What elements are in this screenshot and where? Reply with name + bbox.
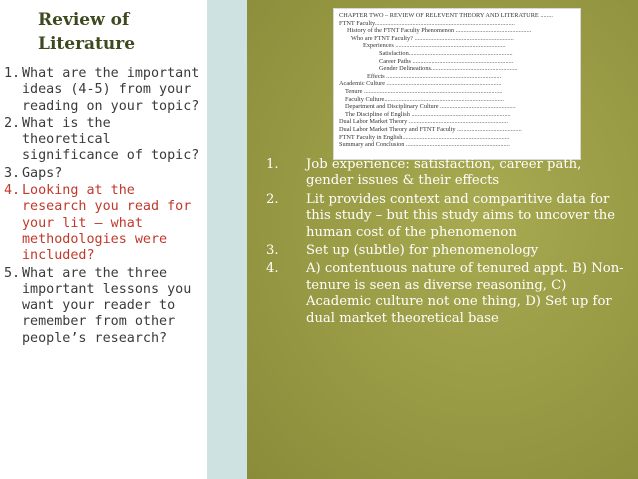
answer-text: Lit provides context and comparitive data for this study – but this study aims to uncover the human cost of the phenomenon — [306, 191, 616, 240]
table-of-contents-image — [333, 8, 581, 160]
toc-line: The Discipline of English ............................................................... — [345, 110, 511, 118]
answer-number: 3. — [266, 243, 279, 259]
toc-line: Experiences ...................................................................... — [363, 42, 506, 50]
question-text: What are the three important lessons you want your reader to remember from other people’s research? — [22, 265, 192, 346]
question-text: What is the theoretical significance of topic? — [22, 115, 200, 164]
question-number: 5. — [4, 265, 21, 281]
toc-line: Dual Labor Market Theory and FTNT Faculty ......................................... — [339, 125, 522, 133]
slide-title-line-2: Literature — [38, 34, 136, 54]
question-item-highlighted — [4, 183, 207, 264]
question-item — [4, 266, 207, 347]
answer-list — [266, 157, 626, 329]
toc-line: Career Paths ................................................................ — [379, 57, 514, 65]
toc-line: Satisfaction.................................................................. — [379, 49, 513, 57]
question-text: What are the important ideas (4-5) from your reading on your topic? — [22, 66, 200, 114]
question-text: Gaps? — [22, 165, 63, 181]
answer-number: 2. — [266, 191, 279, 207]
answer-text: A) contentuous nature of tenured appt. B) Non-tenure is seen as diverse reasoning, C) Academic culture not one thing, D) Set up for dual market theoretical base — [306, 261, 624, 326]
toc-line: Academic Culture ......................................................................... — [339, 80, 502, 88]
toc-line: FTNT Faculty......................................................................................... — [339, 19, 515, 27]
toc-line: Effects ......................................................................... — [367, 72, 502, 80]
question-number: 2. — [4, 115, 21, 131]
answer-text: Set up (subtle) for phenomenology — [306, 243, 539, 259]
answer-item — [266, 243, 626, 259]
answer-item — [266, 261, 626, 327]
question-number: 1. — [4, 66, 21, 81]
toc-line: Gender Delineations....................................................... — [379, 65, 518, 73]
question-text: Looking at the research you read for your lit – what methodologies were included? — [22, 183, 192, 264]
toc-line: CHAPTER TWO – REVIEW OF RELEVENT THEORY AND LITERATURE ........ — [339, 12, 553, 19]
answer-item — [266, 192, 626, 241]
answer-item — [266, 157, 626, 190]
answer-number: 4. — [266, 261, 279, 277]
toc-line: Department and Disciplinary Culture ................................................ — [345, 103, 516, 111]
toc-line: Dual Labor Market Theory ............................................................... — [339, 118, 509, 126]
toc-line: FTNT Faculty in English.................................................................... — [339, 133, 510, 141]
toc-line: History of the FTNT Faculty Phenomenon ................................................ — [347, 27, 532, 35]
question-number: 3. — [4, 165, 21, 181]
toc-line: Faculty Culture............................................................................ — [345, 95, 504, 103]
toc-line: Who are FTNT Faculty? ............................................................... — [351, 34, 514, 42]
toc-line: Summary and Conclusion .................................................................. — [339, 141, 510, 149]
answer-text: Job experience: satisfaction, career path, gender issues & their effects — [306, 157, 582, 189]
question-item — [4, 166, 207, 182]
question-item — [4, 66, 207, 115]
toc-line: Tenure ........................................................................................ — [345, 87, 503, 95]
slide-title-line-1: Review of — [38, 10, 130, 30]
prompt-question-list — [4, 66, 207, 348]
slide-title — [38, 8, 203, 56]
question-item — [4, 116, 207, 165]
answer-number: 1. — [266, 157, 279, 172]
question-number: 4. — [4, 183, 21, 199]
divider-stripe — [207, 0, 247, 479]
